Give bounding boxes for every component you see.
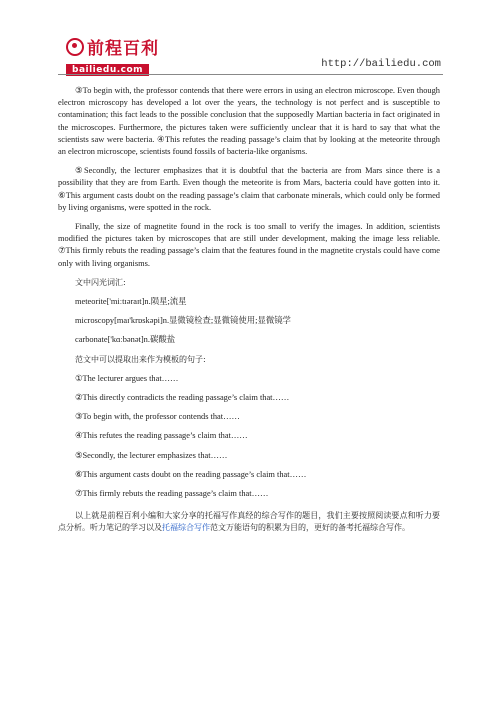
templates-heading: 范文中可以提取出来作为模板的句子: xyxy=(75,354,206,364)
header-divider xyxy=(58,74,443,75)
header-url[interactable]: http://bailiedu.com xyxy=(321,58,441,70)
template-item: ⑦This firmly rebuts the reading passage’s claim that…… xyxy=(75,489,269,499)
logo-en-text: bailiedu.com xyxy=(66,64,149,76)
brand-logo[interactable] xyxy=(66,34,159,77)
template-item: ⑤Secondly, the lecturer emphasizes that…… xyxy=(75,450,228,460)
paragraph-3: Finally, the size of magnetite found in the rock is too small to verify the images. In addition, scientists modified the pictures taken by microscopes that are still under development, making the image less reliable. ⑦This firmly rebuts the reading passage’s claim that the features found in the magnetite crystals could have come only with living organisms. xyxy=(58,222,440,268)
paragraph-1: ③To begin with, the professor contends that there were errors in using an electron microscope. Even though electron microscopy has developed a lot over the years, the technology is not perfect and is susceptible to contamination; this fact leads to the possible conclusion that the supposedly Martian bacteria in fact originated in the microscopes. Furthermore, the pictures taken were sufficiently unclear that it is hard to say that what the scientists saw were bacteria. ④This refutes the reading passage’s claim that by looking at the meteorite through an electron microscope, scientists found fossils of bacteria-like organisms. xyxy=(58,86,440,157)
vocab-heading: 文中闪光词汇: xyxy=(75,277,126,287)
vocab-item: carbonate['kɑːbənət]n.碳酸盐 xyxy=(75,335,176,345)
page-header xyxy=(58,34,443,74)
document-body xyxy=(58,85,440,542)
vocab-item: microscopy[maɪ'krɒskəpi]n.显微镜检查;显微镜使用;显微镜学 xyxy=(75,316,291,326)
template-item: ①The lecturer argues that…… xyxy=(75,373,179,383)
paragraph-2: ⑤Secondly, the lecturer emphasizes that it is doubtful that the bacteria are from Mars since there is a possibility that they are from Earth. Even though the meteorite is from Mars, bacteria could have gotten into it. ⑥This argument casts doubt on the reading passage’s claim that carbonate minerals, which could only be formed by living organisms, were spotted in the rock. xyxy=(58,166,440,212)
toefl-writing-link[interactable]: 托福综合写作 xyxy=(162,523,210,533)
template-item: ⑥This argument casts doubt on the reading passage’s claim that…… xyxy=(75,469,307,479)
vocab-item: meteorite['miːtɪəraɪt]n.陨星;流星 xyxy=(75,297,187,307)
logo-mark-icon xyxy=(66,38,84,56)
closing-text-1: 以上就是前程百利小编和大家分享的托福写作真经的综合写作的题目，我们主要按照阅读要点和听力要点分析。听力笔记的学习以及 xyxy=(58,511,440,533)
template-item: ②This directly contradicts the reading passage’s claim that…… xyxy=(75,393,290,403)
logo-cn-text: 前程百利 xyxy=(87,39,159,59)
template-item: ④This refutes the reading passage’s claim that…… xyxy=(75,431,248,441)
closing-paragraph xyxy=(58,510,440,534)
template-item: ③To begin with, the professor contends that…… xyxy=(75,412,240,422)
closing-text-2: 范文万能语句的积累为目的，更好的备考托福综合写作。 xyxy=(210,523,410,533)
